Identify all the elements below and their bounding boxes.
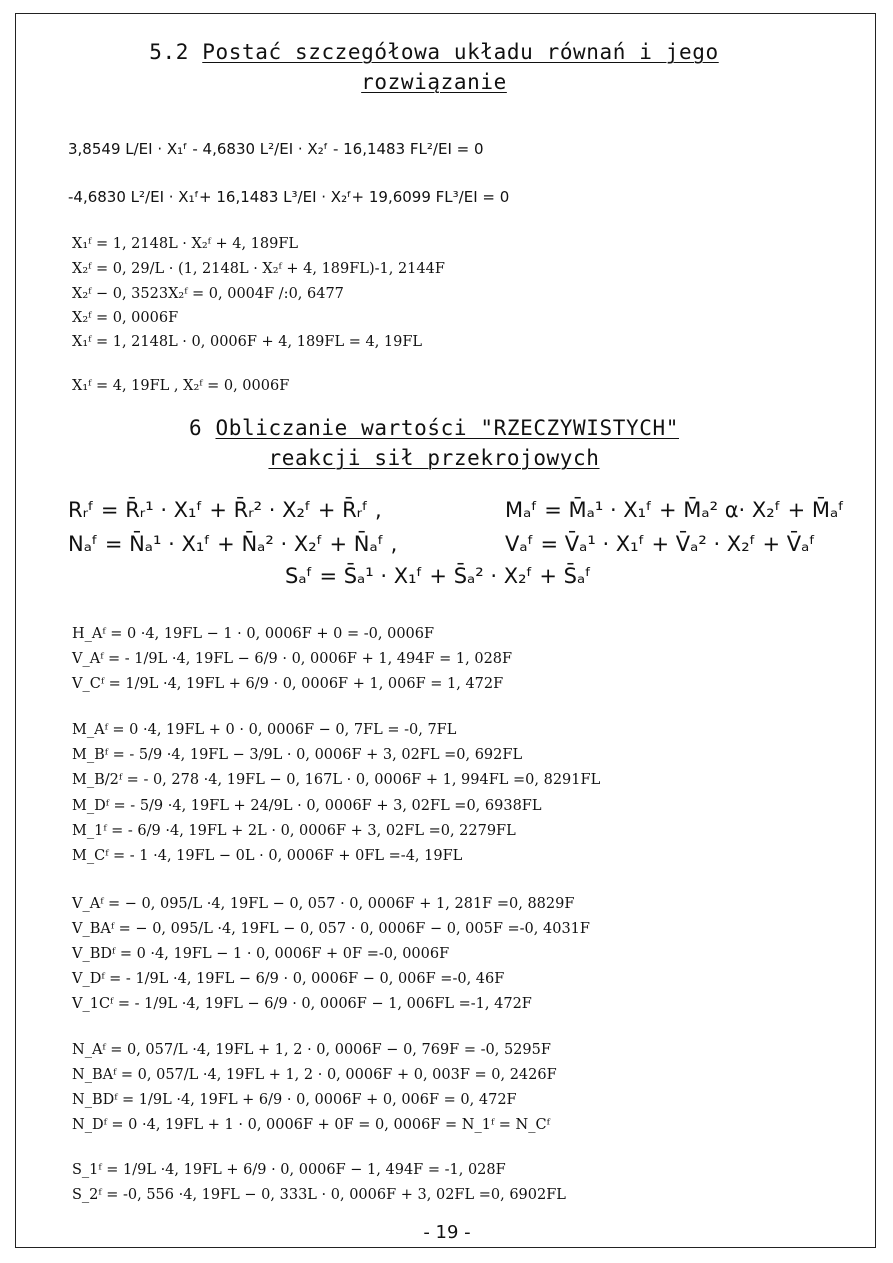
- moment-line: M_Dᶠ = - 5/9 ·4, 19FL + 24/9L · 0, 0006F + 3, 02FL =0, 6938FL: [72, 798, 542, 814]
- formula-m: Mₐᶠ = M̄ₐ¹ · X₁ᶠ + M̄ₐ² α· X₂ᶠ + M̄ₐᶠ: [505, 498, 845, 522]
- shear-line: V_BAᶠ = − 0, 095/L ·4, 19FL − 0, 057 · 0, 0006F − 0, 005F =-0, 4031F: [72, 921, 590, 937]
- solution-result: X₁ᶠ = 4, 19FL , X₂ᶠ = 0, 0006F: [72, 378, 290, 394]
- formula-r: Rᵣᶠ = R̄ᵣ¹ · X₁ᶠ + R̄ᵣ² · X₂ᶠ + R̄ᵣᶠ ,: [68, 498, 382, 522]
- reaction-line: H_Aᶠ = 0 ·4, 19FL − 1 · 0, 0006F + 0 = -0, 0006F: [72, 626, 435, 642]
- shear-line: V_Dᶠ = - 1/9L ·4, 19FL − 6/9 · 0, 0006F − 0, 006F =-0, 46F: [72, 971, 505, 987]
- normal-line: N_Dᶠ = 0 ·4, 19FL + 1 · 0, 0006F + 0F = 0, 0006F = N_1ᶠ = N_Cᶠ: [72, 1117, 550, 1133]
- formula-n: Nₐᶠ = N̄ₐ¹ · X₁ᶠ + N̄ₐ² · X₂ᶠ + N̄ₐᶠ ,: [68, 532, 398, 556]
- strut-line: S_2ᶠ = -0, 556 ·4, 19FL − 0, 333L · 0, 0006F + 3, 02FL =0, 6902FL: [72, 1187, 566, 1203]
- strut-line: S_1ᶠ = 1/9L ·4, 19FL + 6/9 · 0, 0006F − 1, 494F = -1, 028F: [72, 1162, 506, 1178]
- normal-line: N_BDᶠ = 1/9L ·4, 19FL + 6/9 · 0, 0006F + 0, 006F = 0, 472F: [72, 1092, 517, 1108]
- normal-line: N_Aᶠ = 0, 057/L ·4, 19FL + 1, 2 · 0, 0006F − 0, 769F = -0, 5295F: [72, 1042, 551, 1058]
- section-5-2-heading-line1: 5.2 Postać szczegółowa układu równań i jego: [149, 40, 719, 64]
- reaction-line: V_Aᶠ = - 1/9L ·4, 19FL − 6/9 · 0, 0006F + 1, 494F = 1, 028F: [72, 651, 513, 667]
- moment-line: M_1ᶠ = - 6/9 ·4, 19FL + 2L · 0, 0006F + 3, 02FL =0, 2279FL: [72, 823, 516, 839]
- solution-step: X₁ᶠ = 1, 2148L · 0, 0006F + 4, 189FL = 4, 19FL: [72, 334, 423, 350]
- page-number: - 19 -: [423, 1222, 471, 1243]
- moment-line: M_Cᶠ = - 1 ·4, 19FL − 0L · 0, 0006F + 0FL =-4, 19FL: [72, 848, 463, 864]
- solution-step: X₂ᶠ = 0, 29/L · (1, 2148L · X₂ᶠ + 4, 189FL)-1, 2144F: [72, 261, 445, 277]
- solution-step: X₂ᶠ − 0, 3523X₂ᶠ = 0, 0004F /:0, 6477: [72, 286, 344, 302]
- moment-line: M_Bᶠ = - 5/9 ·4, 19FL − 3/9L · 0, 0006F + 3, 02FL =0, 692FL: [72, 747, 523, 763]
- reaction-line: V_Cᶠ = 1/9L ·4, 19FL + 6/9 · 0, 0006F + 1, 006F = 1, 472F: [72, 676, 504, 692]
- shear-line: V_BDᶠ = 0 ·4, 19FL − 1 · 0, 0006F + 0F =-0, 0006F: [72, 946, 450, 962]
- section-6-heading-line1: 6 Obliczanie wartości "RZECZYWISTYCH": [188, 416, 679, 440]
- solution-step: X₁ᶠ = 1, 2148L · X₂ᶠ + 4, 189FL: [72, 236, 299, 252]
- equation-1: 3,8549 L/EI · X₁ᶠ - 4,6830 L²/EI · X₂ᶠ - 16,1483 FL²/EI = 0: [68, 140, 484, 158]
- equation-2: -4,6830 L²/EI · X₁ᶠ+ 16,1483 L³/EI · X₂ᶠ+ 19,6099 FL³/EI = 0: [68, 188, 510, 206]
- shear-line: V_Aᶠ = − 0, 095/L ·4, 19FL − 0, 057 · 0, 0006F + 1, 281F =0, 8829F: [72, 896, 575, 912]
- section-5-2-heading-line2: rozwiązanie: [361, 70, 507, 94]
- moment-line: M_B/2ᶠ = - 0, 278 ·4, 19FL − 0, 167L · 0, 0006F + 1, 994FL =0, 8291FL: [72, 772, 601, 788]
- formula-v: Vₐᶠ = V̄ₐ¹ · X₁ᶠ + V̄ₐ² · X₂ᶠ + V̄ₐᶠ: [505, 532, 816, 556]
- solution-step: X₂ᶠ = 0, 0006F: [72, 310, 179, 326]
- formula-s: Sₐᶠ = S̄ₐ¹ · X₁ᶠ + S̄ₐ² · X₂ᶠ + S̄ₐᶠ: [285, 564, 592, 588]
- shear-line: V_1Cᶠ = - 1/9L ·4, 19FL − 6/9 · 0, 0006F − 1, 006FL =-1, 472F: [72, 996, 532, 1012]
- normal-line: N_BAᶠ = 0, 057/L ·4, 19FL + 1, 2 · 0, 0006F + 0, 003F = 0, 2426F: [72, 1067, 557, 1083]
- section-6-heading-line2: reakcji sił przekrojowych: [268, 446, 600, 470]
- moment-line: M_Aᶠ = 0 ·4, 19FL + 0 · 0, 0006F − 0, 7FL = -0, 7FL: [72, 722, 457, 738]
